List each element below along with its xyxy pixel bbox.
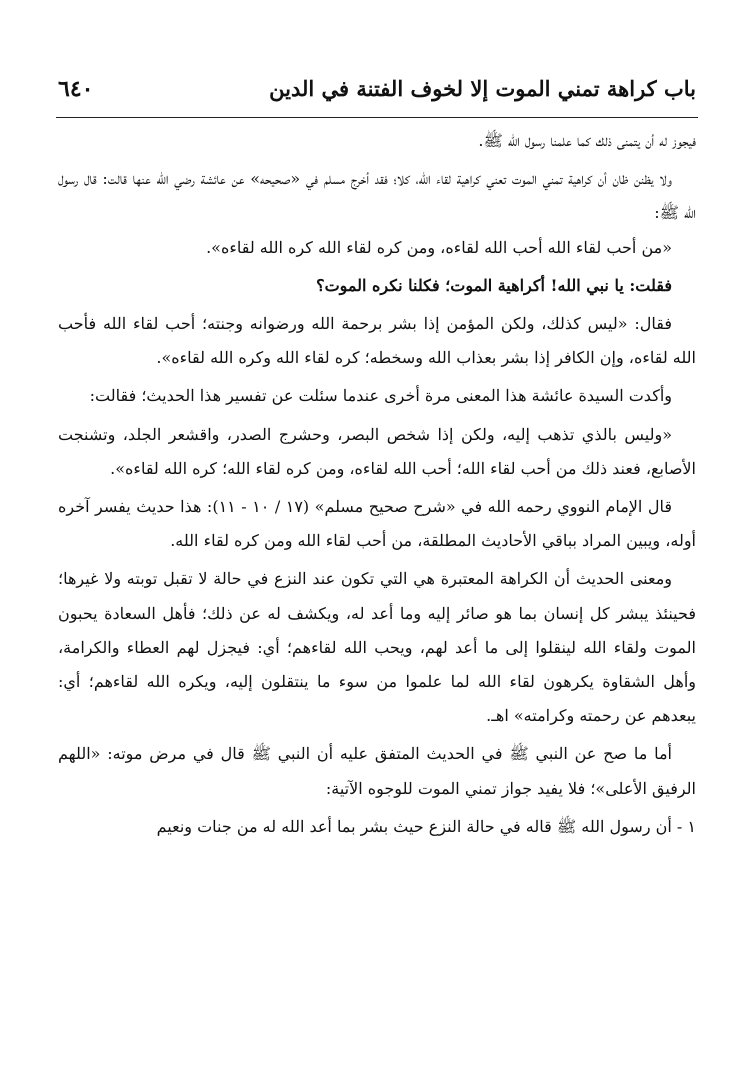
body-text xyxy=(58,124,696,844)
paragraph: أما ما صح عن النبي ﷺ في الحديث المتفق عليه أن النبي ﷺ قال في مرض موته: «اللهم الرفيق الأعلى»؛ فلا يفيد جواز تمني الموت للوجوه الآتية: xyxy=(58,744,696,798)
list-item: ١ - أن رسول الله ﷺ قاله في حالة النزع حيث بشر بما أعد الله له من جنات ونعيم xyxy=(156,816,696,836)
hadith-quote: «وليس بالذي تذهب إليه، ولكن إذا شخص البصر، وحشرج الصدر، واقشعر الجلد، وتشنجت الأصابع، فعند ذلك من أحب لقاء الله؛ أحب الله لقاءه، ومن كره لقاء الله؛ كره الله لقاءه». xyxy=(58,424,696,478)
page-header xyxy=(58,76,696,112)
paragraph: فيجوز له أن يتمنى ذلك كما علمنا رسول الله ﷺ. xyxy=(478,131,696,150)
hadith-quote: «من أحب لقاء الله أحب الله لقاءه، ومن كره لقاء الله كره الله لقاءه». xyxy=(206,237,672,257)
paragraph: قال الإمام النووي رحمه الله في «شرح صحيح مسلم» (١٧ / ١٠ - ١١): هذا حديث يفسر آخره أوله، ويبين المراد بباقي الأحاديث المطلقة، من أحب لقاء الله ومن كره لقاء الله. xyxy=(58,497,696,551)
page-number: ٦٤٠ xyxy=(58,76,94,102)
chapter-title: باب كراهة تمني الموت إلا لخوف الفتنة في الدين xyxy=(269,76,696,101)
paragraph: ومعنى الحديث أن الكراهة المعتبرة هي التي تكون عند النزع في حالة لا تقبل توبته ولا غيرها؛ فحينئذ يبشر كل إنسان بما هو صائر إليه وما أعد له، ويكشف له عن ذلك؛ فأهل السعادة يحبون الموت ولقاء الله لينقلوا إلى ما أعد لهم، ويحب الله لقاءهم؛ أي: فيجزل لهم العطاء والكرامة، وأهل الشقاوة يكرهون لقاء الله لما علموا من سوء ما ينتقلون إليه، ويكره الله لقاءهم؛ أي: يبعدهم عن رحمته وكرامته» اهـ. xyxy=(58,569,696,726)
hadith-quote: فقال: «ليس كذلك، ولكن المؤمن إذا بشر برحمة الله ورضوانه وجنته؛ أحب لقاء الله فأحب الله لقاءه، وإن الكافر إذا بشر بعذاب الله وسخطه؛ كره لقاء الله وكره الله لقاءه». xyxy=(58,314,696,368)
paragraph: وأكدت السيدة عائشة هذا المعنى مرة أخرى عندما سئلت عن تفسير هذا الحديث؛ فقالت: xyxy=(89,386,672,406)
paragraph: فقلت: يا نبي الله! أكراهية الموت؛ فكلنا نكره الموت؟ xyxy=(316,275,672,295)
paragraph: ولا يظنن ظان أن كراهية تمني الموت تعني كراهية لقاء الله، كلا؛ فقد أخرج مسلم في «صحيحه» عن عائشة رضي الله عنها قالت: قال رسول الله ﷺ: xyxy=(58,169,696,223)
header-divider xyxy=(56,117,698,118)
